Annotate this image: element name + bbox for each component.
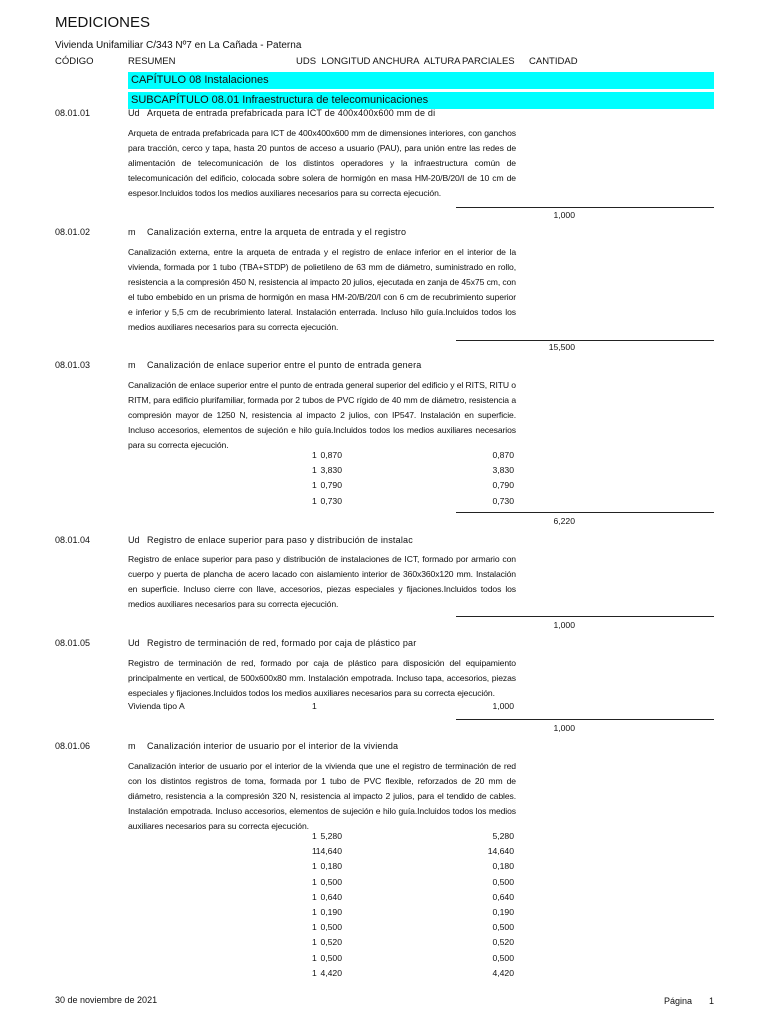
line-length: 0,500 xyxy=(320,922,342,933)
item-code: 08.01.03 xyxy=(55,360,91,370)
total-rule xyxy=(456,512,714,513)
item-short-description: Registro de terminación de red, formado por caja de plástico par xyxy=(147,638,417,648)
line-units: 1 xyxy=(312,846,317,857)
line-length: 0,730 xyxy=(320,495,342,506)
line-units: 1 xyxy=(312,701,317,711)
column-header-quantity: CANTIDAD xyxy=(529,56,578,67)
item-code: 08.01.05 xyxy=(55,638,91,648)
line-units: 1 xyxy=(312,861,317,872)
item-description: Arqueta de entrada prefabricada para ICT de 400x400x600 mm de dimensiones interiores, con ganchos para tracción, cerco y tapa, hasta 20 puntos de acceso a usuario (PAU), para unión entre las redes de alimentación de telecomunicación de los distintos operadores y la infraestructura común de telecomunicación del edificio, colocada sobre solera de hormigón en masa HM-20/B/20/I de 10 cm de espesor.Incluidos todos los medios auxiliares necesarios para su correcta ejecución. xyxy=(128,128,516,198)
item-unit: m xyxy=(128,227,136,237)
line-partial: 4,420 xyxy=(492,967,514,978)
line-partial: 0,190 xyxy=(492,907,514,917)
footer-page-label: Página xyxy=(664,996,693,1006)
item-total-quantity: 1,000 xyxy=(553,723,575,733)
total-rule xyxy=(456,340,714,341)
line-units: 1 xyxy=(312,876,317,887)
item-description: Registro de enlace superior para paso y distribución de instalaciones de ICT, formado por armario con cuerpo y puerta de plancha de acero lacado con aislamiento interior de 360x360x120 mm. Instalación en superficie. Incluso cierre con llave, accesorios, piezas especiales y fijaciones.Incluidos todos los medios auxiliares necesarios para su correcta ejecución. xyxy=(128,554,516,609)
footer-page-number: 1 xyxy=(709,996,715,1006)
line-partial: 0,500 xyxy=(492,876,514,887)
line-partial: 3,830 xyxy=(492,465,514,476)
item-description: Registro de terminación de red, formado por caja de plástico para disposición del equipamiento principalmente en vertical, de 500x600x80 mm. Instalación empotrada. Incluso tapa, accesorios, piezas especiales y fijaciones.Incluidos todos los medios auxiliares necesarios para su correcta ejecución. xyxy=(128,658,516,698)
item-short-description: Canalización interior de usuario por el interior de la vivienda xyxy=(147,741,399,751)
line-units: 1 xyxy=(312,952,317,963)
line-units: 1 xyxy=(312,891,317,902)
line-length: 3,830 xyxy=(320,465,342,476)
item-unit: m xyxy=(128,741,136,751)
total-rule xyxy=(456,719,714,720)
subchapter-band: SUBCAPÍTULO 08.01 Infraestructura de telecomunicaciones xyxy=(128,92,714,109)
item-code: 08.01.01 xyxy=(55,108,91,118)
line-length: 0,500 xyxy=(320,876,342,887)
line-units: 1 xyxy=(312,831,317,841)
line-length: 0,520 xyxy=(320,937,342,948)
item-description: Canalización interior de usuario por el interior de la vivienda que une el registro de terminación de red con los distintos registros de toma, formada por 1 tubo de PVC flexible, reforzados de 20 mm de diámetro, resistencia a la compresión 320 N, resistencia al impacto 2 julios, para el tendido de cables. Instalación empotrada. Incluso accesorios, elementos de sujeción e hilo guía.Incluidos todos los medios auxiliares necesarios para su correcta ejecución. xyxy=(128,761,516,831)
line-length: 0,180 xyxy=(320,861,342,872)
item-code: 08.01.02 xyxy=(55,227,91,237)
line-units: 1 xyxy=(312,937,317,948)
line-length: 14,640 xyxy=(315,846,342,857)
line-partial: 0,500 xyxy=(492,952,514,963)
footer-date: 30 de noviembre de 2021 xyxy=(55,995,158,1005)
line-units: 1 xyxy=(312,907,317,917)
line-length: 5,280 xyxy=(320,831,342,841)
line-length: 4,420 xyxy=(320,967,342,978)
line-length: 0,870 xyxy=(320,450,342,460)
line-partial: 0,180 xyxy=(492,861,514,872)
column-header-partials: PARCIALES xyxy=(462,56,515,67)
item-short-description: Arqueta de entrada prefabricada para ICT de 400x400x600 mm de di xyxy=(147,108,436,118)
line-length: 0,790 xyxy=(320,480,342,491)
line-units: 1 xyxy=(312,480,317,491)
column-header-code: CÓDIGO xyxy=(55,56,94,67)
line-comment: Vivienda tipo A xyxy=(128,701,185,711)
item-code: 08.01.06 xyxy=(55,741,91,751)
total-rule xyxy=(456,616,714,617)
item-code: 08.01.04 xyxy=(55,535,91,545)
line-units: 1 xyxy=(312,465,317,476)
line-partial: 5,280 xyxy=(492,831,514,841)
line-partial: 0,730 xyxy=(492,495,514,506)
line-length: 0,500 xyxy=(320,952,342,963)
item-description: Canalización externa, entre la arqueta de entrada y el registro de enlace inferior en el interior de la vivienda, formada por 1 tubo (TBA+STDP) de polietileno de 63 mm de diámetro, suministrado en rollo, resistencia a la compresión 450 N, resistencia al impacto 20 julios, ejecutada en zanja de 45x75 cm, con el tubo embebido en un prisma de hormigón en masa HM-20/B/20/I con 6 cm de recubrimiento superior e inferior y 5,5 cm de recubrimiento lateral. Instalación enterrada. Incluso hilo guía.Incluidos todos los medios auxiliares necesarios para su correcta ejecución. xyxy=(128,247,516,332)
total-rule xyxy=(456,207,714,208)
line-partial: 0,640 xyxy=(492,891,514,902)
item-unit: m xyxy=(128,360,136,370)
line-partial: 14,640 xyxy=(487,846,514,857)
document-title: MEDICIONES xyxy=(55,14,151,31)
line-units: 1 xyxy=(312,922,317,933)
line-partial: 0,520 xyxy=(492,937,514,948)
line-partial: 0,870 xyxy=(492,450,514,460)
line-partial: 0,790 xyxy=(492,480,514,491)
item-total-quantity: 6,220 xyxy=(553,516,575,526)
line-units: 1 xyxy=(312,450,317,460)
line-length: 0,640 xyxy=(320,891,342,902)
item-unit: Ud xyxy=(128,535,140,545)
line-units: 1 xyxy=(312,495,317,506)
line-partial: 1,000 xyxy=(492,701,514,711)
item-unit: Ud xyxy=(128,638,140,648)
item-short-description: Canalización externa, entre la arqueta de entrada y el registro xyxy=(147,227,407,237)
item-short-description: Canalización de enlace superior entre el punto de entrada genera xyxy=(147,360,422,370)
item-short-description: Registro de enlace superior para paso y distribución de instalac xyxy=(147,535,413,545)
item-total-quantity: 15,500 xyxy=(548,342,575,352)
item-description: Canalización de enlace superior entre el punto de entrada general superior del edificio y el RITS, RITU o RITM, para edificio plurifamiliar, formada por 2 tubos de PVC rígido de 40 mm de diámetro, resistencia a compresión mayor de 1250 N, resistencia al impacto 2 julios, con IP547. Instalación en superficie. Incluso accesorios, elementos de sujeción e hilo guía.Incluidos todos los medios auxiliares necesarios para su correcta ejecución. xyxy=(128,380,516,450)
item-total-quantity: 1,000 xyxy=(553,210,575,220)
line-partial: 0,500 xyxy=(492,922,514,933)
line-units: 1 xyxy=(312,967,317,978)
item-unit: Ud xyxy=(128,108,140,118)
item-total-quantity: 1,000 xyxy=(553,620,575,630)
document-subtitle: Vivienda Unifamiliar C/343 Nº7 en La Cañada - Paterna xyxy=(55,40,302,51)
chapter-band: CAPÍTULO 08 Instalaciones xyxy=(128,72,714,89)
line-length: 0,190 xyxy=(320,907,342,917)
column-header-measures: UDS LONGITUD ANCHURA ALTURA xyxy=(296,56,461,67)
column-header-summary: RESUMEN xyxy=(128,56,176,67)
